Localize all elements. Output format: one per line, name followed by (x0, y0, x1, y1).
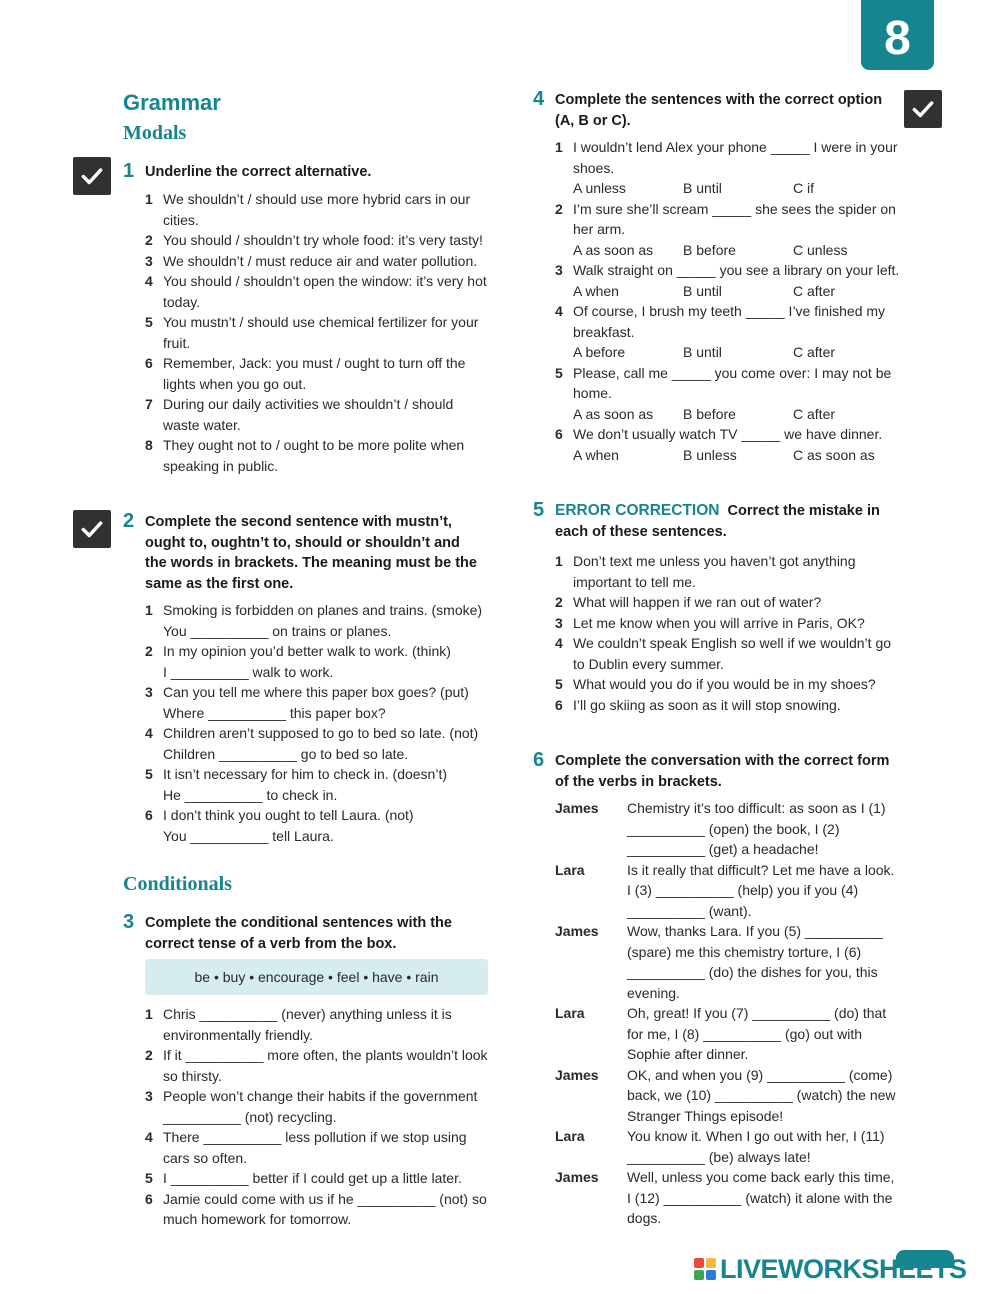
check-icon (910, 96, 936, 122)
exercise-2-check-button[interactable] (73, 510, 111, 548)
list-item: 6 We don’t usually watch TV _____ we have dinner. A when B unless C as soon as (555, 426, 883, 463)
list-item: 5 It isn’t necessary for him to check in. (doesn’t) He __________ to check in. (145, 766, 447, 803)
list-item: 5 You mustn’t / should use chemical fertilizer for your fruit. (145, 314, 479, 351)
list-item: 5 What would you do if you would be in my shoes? (555, 676, 876, 692)
dialog-turn: James Chemistry it’s too difficult: as soon as I (1) __________ (open) the book, I (2) __________ (get) a headache! (555, 800, 886, 857)
list-item: 1 I wouldn’t lend Alex your phone _____ I were in your shoes. A unless B until C if (555, 139, 898, 196)
exercise-1-items (145, 189, 490, 476)
error-correction-label: ERROR CORRECTION (555, 502, 720, 519)
exercise-3-number: 3 (123, 911, 135, 933)
exercise-2-number: 2 (123, 510, 135, 532)
verb-box: be • buy • encourage • feel • have • rain (145, 959, 488, 995)
dialog-turn: Lara Oh, great! If you (7) __________ (do) that for me, I (8) __________ (go) out with Sophie after dinner. (555, 1005, 887, 1062)
list-item: 4 You should / shouldn’t open the window: it’s very hot today. (145, 273, 487, 310)
exercise-6-number: 6 (533, 749, 545, 771)
list-item: 3 Walk straight on _____ you see a library on your left. A when B until C after (555, 262, 900, 299)
list-item: 3 Can you tell me where this paper box goes? (put) Where __________ this paper box? (145, 684, 469, 721)
exercise-5-instruction: ERROR CORRECTION Correct the mistake in each of these sentences. (555, 502, 880, 540)
list-item: 8 They ought not to / ought to be more polite when speaking in public. (145, 437, 465, 474)
list-item: 2 You should / shouldn’t try whole food: it’s very tasty! (145, 232, 483, 248)
list-item: 4 Children aren’t supposed to go to bed so late. (not) Children __________ go to bed so late. (145, 725, 479, 762)
list-item: 1 Chris __________ (never) anything unless it is environmentally friendly. (145, 1006, 452, 1043)
list-item: 1 We shouldn’t / should use more hybrid cars in our cities. (145, 191, 471, 228)
dialog-turn: Lara You know it. When I go out with her, I (11) __________ (be) always late! (555, 1128, 885, 1165)
list-item: 4 There __________ less pollution if we stop using cars so often. (145, 1129, 467, 1166)
exercise-3-instruction: Complete the conditional sentences with the correct tense of a verb from the box. (145, 915, 452, 952)
list-item: 2 What will happen if we ran out of water? (555, 594, 822, 610)
list-item: 7 During our daily activities we shouldn’t / should waste water. (145, 396, 454, 433)
modals-heading: Modals (123, 122, 187, 144)
list-item: 3 We shouldn’t / must reduce air and water pollution. (145, 252, 478, 269)
check-icon (79, 163, 105, 189)
dialog-turn: Lara Is it really that difficult? Let me have a look. I (3) __________ (help) you if you (4) __________ (want). (555, 861, 895, 919)
dialog-turn: James Well, unless you come back early this time, I (12) __________ (watch) it alone with the dogs. (555, 1169, 895, 1226)
list-item: 6 Jamie could come with us if he __________ (not) so much homework for tomorrow. (145, 1190, 487, 1227)
exercise-4-number: 4 (533, 88, 545, 110)
list-item: 4 Of course, I brush my teeth _____ I’ve finished my breakfast. A before B until C after (555, 303, 886, 360)
exercise-4-check-button[interactable] (904, 90, 942, 128)
check-icon (79, 516, 105, 542)
list-item: 3 People won’t change their habits if the government __________ (not) recycling. (145, 1088, 478, 1125)
list-item: 6 Remember, Jack: you must / ought to turn off the lights when you go out. (145, 355, 466, 392)
exercise-5-number: 5 (533, 499, 545, 521)
logo-mark-icon (694, 1258, 716, 1280)
list-item: 1 Smoking is forbidden on planes and trains. (smoke) You __________ on trains or planes. (145, 602, 483, 639)
exercise-2-items (145, 600, 495, 846)
dialog-turn: James Wow, thanks Lara. If you (5) __________ (spare) me this chemistry torture, I (6) __________ (do) the dishes for you, this evening. (555, 923, 883, 1001)
exercise-1-check-button[interactable] (73, 157, 111, 195)
exercise-1-number: 1 (123, 160, 135, 182)
list-item: 6 I don’t think you ought to tell Laura. (not) You __________ tell Laura. (145, 807, 414, 844)
dialog-turn: James OK, and when you (9) __________ (come) back, we (10) __________ (watch) the new Stranger Things episode! (555, 1066, 896, 1124)
list-item: 5 Please, call me _____ you come over: I may not be home. A as soon as B before C after (555, 364, 892, 422)
liveworksheets-logo: LIVEWORKSHEETS (694, 1251, 994, 1287)
exercise-5-items (555, 551, 900, 715)
exercise-6-instruction: Complete the conversation with the correct form of the verbs in brackets. (555, 753, 890, 790)
list-item: 2 In my opinion you’d better walk to work. (think) I __________ walk to work. (145, 643, 451, 680)
exercise-4-items (555, 137, 900, 465)
list-item: 2 I’m sure she’ll scream _____ she sees the spider on her arm. A as soon as B before C unless (555, 200, 896, 258)
grammar-heading: Grammar (123, 90, 221, 115)
exercise-1-instruction: Underline the correct alternative. (145, 164, 372, 180)
conversation (555, 798, 900, 1229)
list-item: 5 I __________ better if I could get up a little later. (145, 1170, 462, 1186)
list-item: 2 If it __________ more often, the plants wouldn’t look so thirsty. (145, 1047, 488, 1084)
list-item: 1 Don’t text me unless you haven’t got anything important to tell me. (555, 553, 856, 590)
conditionals-heading: Conditionals (123, 873, 232, 895)
list-item: 4 We couldn’t speak English so well if we wouldn’t go to Dublin every summer. (555, 635, 892, 672)
list-item: 3 Let me know when you will arrive in Paris, OK? (555, 614, 865, 631)
exercise-4-instruction: Complete the sentences with the correct option (A, B or C). (555, 92, 883, 129)
list-item: 6 I’ll go skiing as soon as it will stop snowing. (555, 696, 841, 713)
exercise-2-instruction: Complete the second sentence with mustn’t, ought to, oughtn’t to, should or shouldn’t and the words in brackets. The meaning must be the same as the first one. (145, 514, 477, 592)
unit-number-tab: 8 (861, 0, 934, 70)
exercise-3-items (145, 1004, 495, 1230)
